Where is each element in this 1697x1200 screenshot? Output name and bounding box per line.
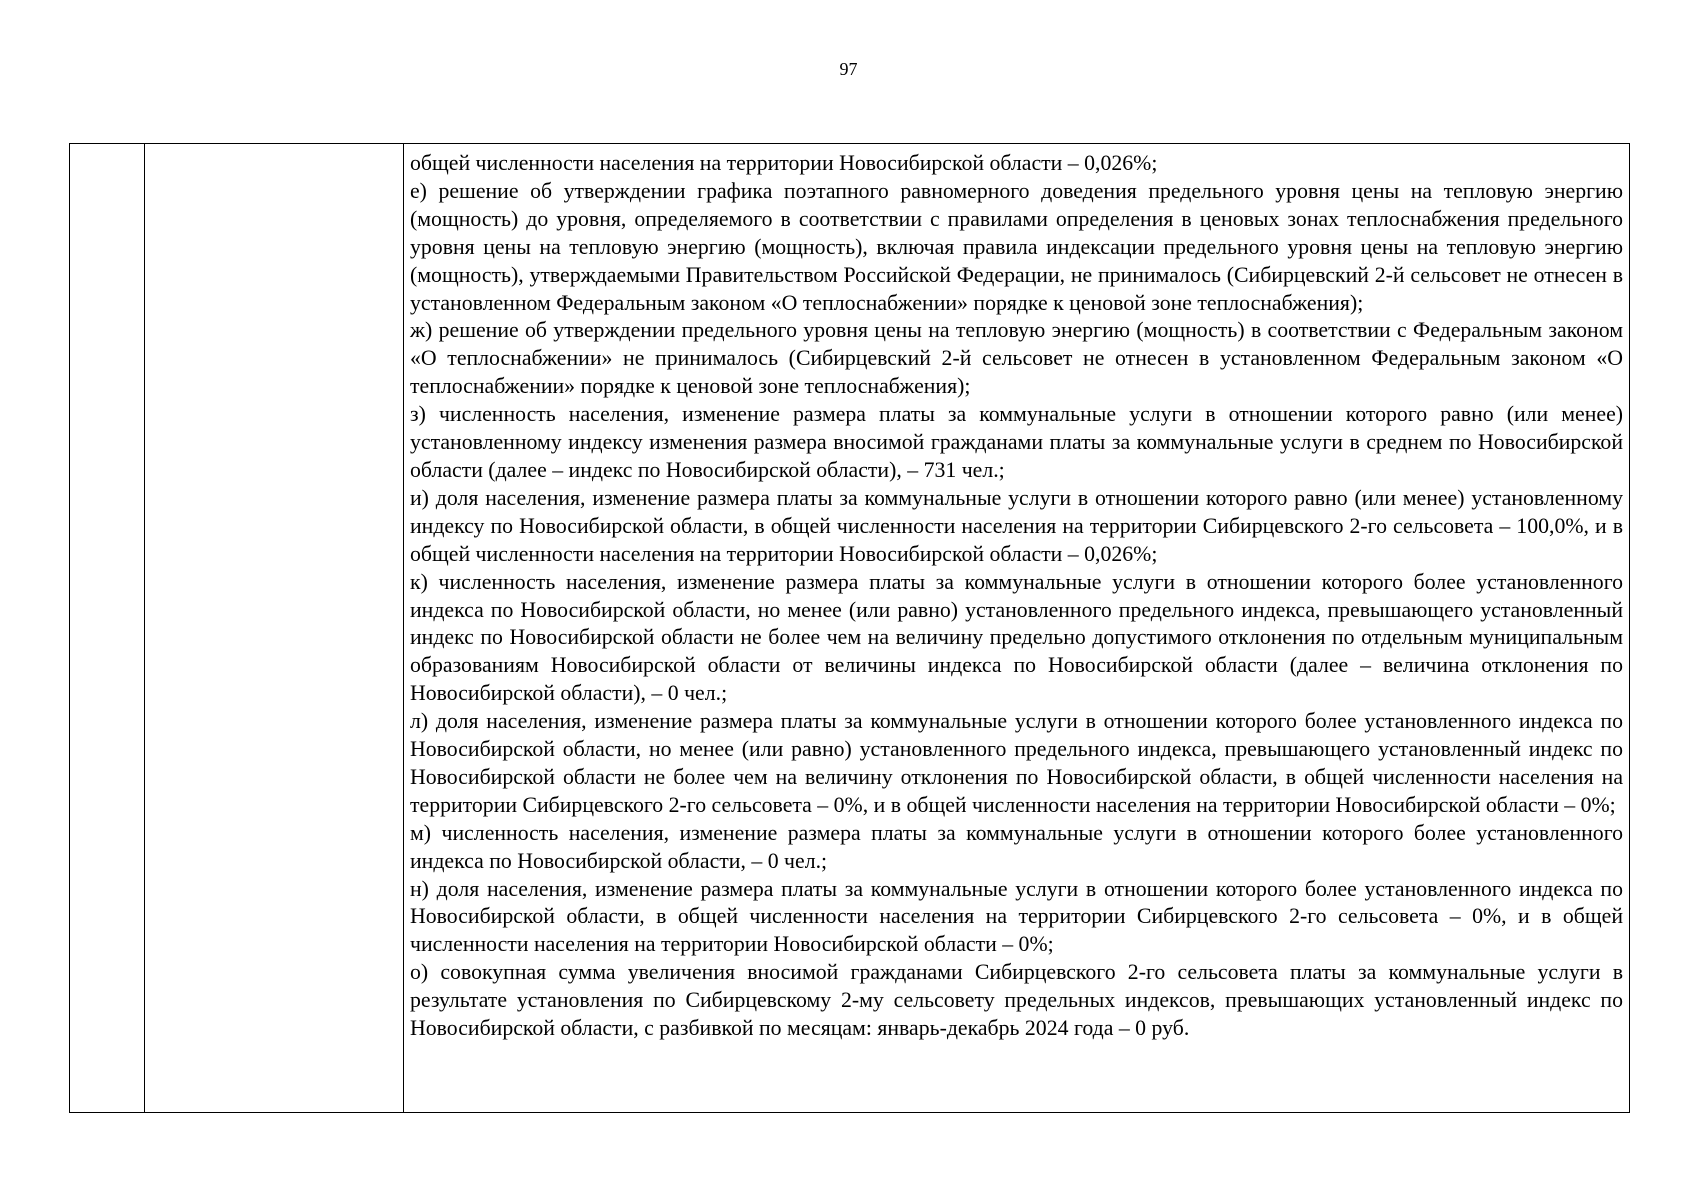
- table-row: [70, 144, 1630, 1113]
- paragraph-e: е) решение об утверждении графика поэтапного равномерного доведения предельного уровня цены на тепловую энергию (мощность) до уровня, определяемого в соответствии с правилами определения в ценовых зонах теплоснабжения предельного уровня цены на тепловую энергию (мощность), включая правила индексации предельного уровня цены на тепловую энергию (мощность), утверждаемыми Правительством Российской Федерации, не принималось (Сибирцевский 2-й сельсовет не отнесен в установленном Федеральным законом «О теплоснабжении» порядке к ценовой зоне теплоснабжения);: [410, 178, 1623, 315]
- document-table: [69, 143, 1630, 1113]
- cell-text-block: [404, 144, 1629, 1043]
- page-number: 97: [839, 59, 858, 79]
- table-cell-number: [70, 144, 145, 1113]
- table-cell-indicator: [145, 144, 404, 1113]
- paragraph-i: и) доля населения, изменение размера платы за коммунальные услуги в отношении которого равно (или менее) установленному индексу по Новосибирской области, в общей численности населения на территории Сибирцевского 2-го сельсовета – 100,0%, и в общей численности населения на территории Новосибирской области – 0,026%;: [410, 485, 1623, 566]
- paragraph-z: з) численность населения, изменение размера платы за коммунальные услуги в отношении которого равно (или менее) установленному индексу изменения размера вносимой гражданами платы за коммунальные услуги в среднем по Новосибирской области (далее – индекс по Новосибирской области), – 731 чел.;: [410, 402, 1623, 482]
- paragraph-l: л) доля населения, изменение размера платы за коммунальные услуги в отношении которого более установленного индекса по Новосибирской области, но менее (или равно) установленного предельного индекса, превышающего установленный индекс по Новосибирской области не более чем на величину отклонения по Новосибирской области, в общей численности населения на территории Сибирцевского 2-го сельсовета – 0%, и в общей численности населения на территории Новосибирской области – 0%;: [410, 709, 1623, 817]
- paragraph-share-region: общей численности населения на территории Новосибирской области – 0,026%;: [410, 151, 1158, 175]
- table-cell-content: [404, 144, 1630, 1113]
- paragraph-zh: ж) решение об утверждении предельного уровня цены на тепловую энергию (мощность) в соответствии с Федеральным законом «О теплоснабжении» не принималось (Сибирцевский 2-й сельсовет не отнесен в установленном Федеральным законом «О теплоснабжении» порядке к ценовой зоне теплоснабжения);: [410, 318, 1623, 399]
- paragraph-k: к) численность населения, изменение размера платы за коммунальные услуги в отношении которого более установленного индекса по Новосибирской области, но менее (или равно) установленного предельного индекса, превышающего установленный индекс по Новосибирской области не более чем на величину предельно допустимого отклонения по отдельным муниципальным образованиям Новосибирской области от величины индекса по Новосибирской области (далее – величина отклонения по Новосибирской области), – 0 чел.;: [410, 569, 1623, 706]
- paragraph-n: н) доля населения, изменение размера платы за коммунальные услуги в отношении которого более установленного индекса по Новосибирской области, в общей численности населения на территории Сибирцевского 2-го сельсовета – 0%, и в общей численности населения на территории Новосибирской области – 0%;: [410, 876, 1623, 957]
- paragraph-m: м) численность населения, изменение размера платы за коммунальные услуги в отношении которого более установленного индекса по Новосибирской области, – 0 чел.;: [410, 820, 1623, 873]
- paragraph-o: о) совокупная сумма увеличения вносимой гражданами Сибирцевского 2-го сельсовета платы за коммунальные услуги в результате установления по Сибирцевскому 2-му сельсовету предельных индексов, превышающих установленный индекс по Новосибирской области, с разбивкой по месяцам: январь-декабрь 2024 года – 0 руб.: [410, 960, 1623, 1041]
